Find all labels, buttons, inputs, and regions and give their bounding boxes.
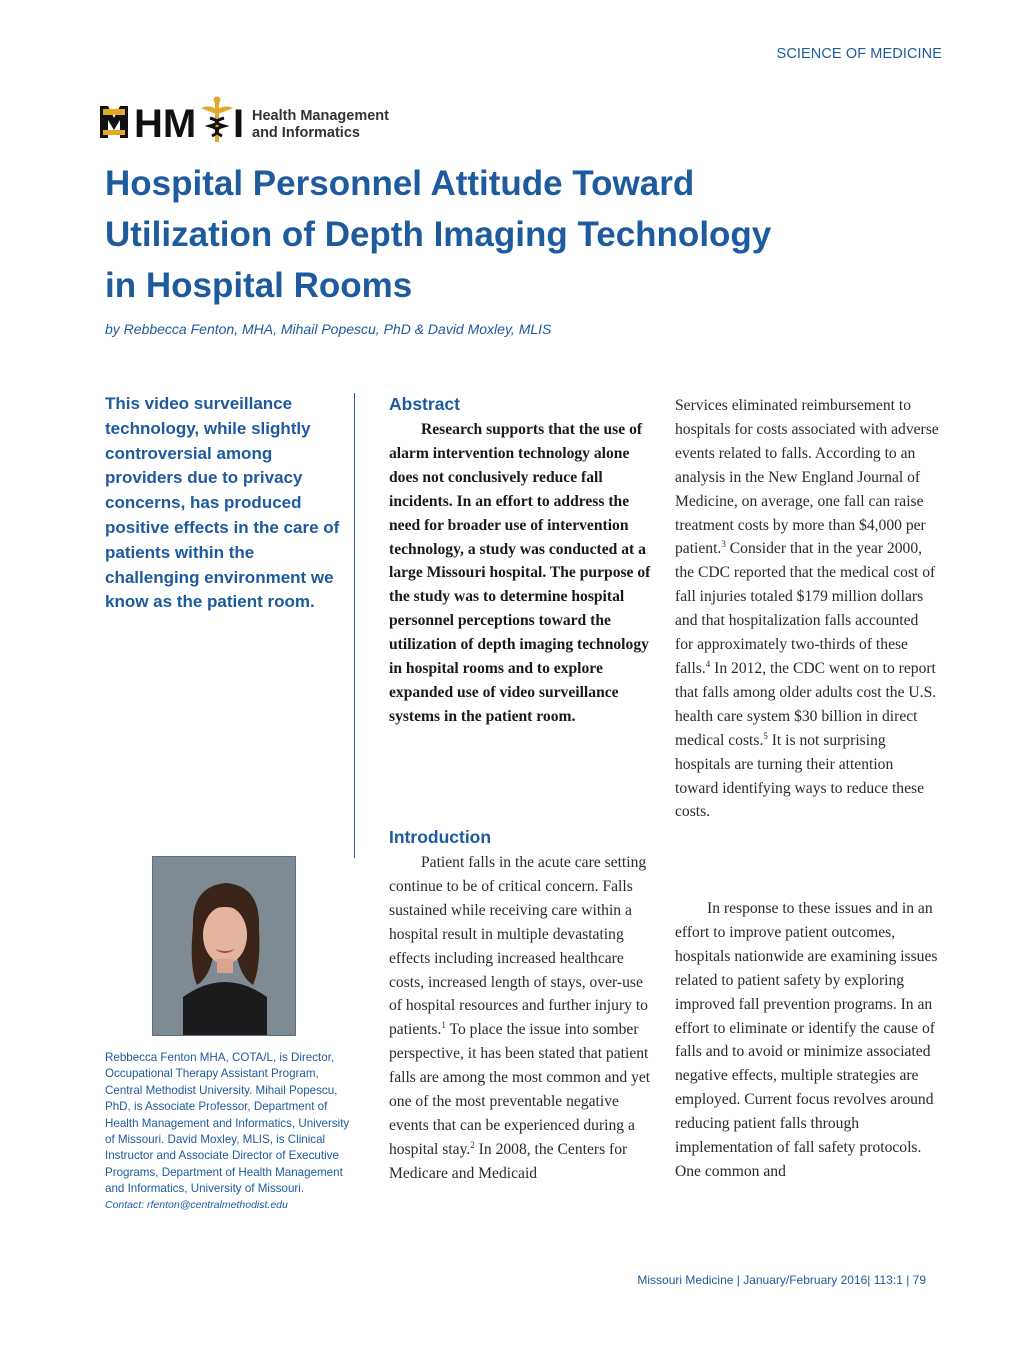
i-letter: I <box>233 102 245 144</box>
mu-tiger-icon <box>100 106 128 138</box>
reference-5: 5 <box>763 730 768 741</box>
body-paragraph-2: In response to these issues and in an effort to improve patient outcomes, hospitals nationwide are examining issues related to patient safety by exploring improved fall prevention programs. In an effort to eliminate or identify the cause of falls and to avoid or minimize associated negative effects, multiple strategies are employed. Current focus revolves around reducing patient falls through implementation of fall safety protocols. One common and <box>675 900 938 1180</box>
pullquote: This video surveillance technology, while slightly controversial among providers due to privacy concerns, has produced positive effects in the care of patients within the challenging environment we know as the patient room. <box>105 394 340 612</box>
abstract-heading: Abstract <box>389 394 460 414</box>
portrait-illustration <box>153 857 296 1036</box>
author-bio <box>105 1050 355 1212</box>
reference-3: 3 <box>721 539 726 550</box>
reference-2: 2 <box>470 1139 475 1150</box>
hm-letters: HM <box>134 102 197 144</box>
reference-1: 1 <box>441 1020 446 1031</box>
introduction-paragraph: Patient falls in the acute care setting continue to be of critical concern. Falls sustained while receiving care within a hospital result in multiple devastating effects including increased healthcare costs, increased length of stays, over-use of hospital resources and further injury to patients.$^1$ To place the issue into somber perspective, it has been stated that patient falls are among the most common and yet one of the most preventable negative events that can be experienced during a hospital stay.$^2$ In 2008, the Centers for Medicare and Medicaid <box>389 854 651 1182</box>
reference-4: 4 <box>705 658 711 669</box>
introduction-heading: Introduction <box>389 827 492 847</box>
title-line-1: Hospital Personnel Attitude Toward <box>105 164 695 203</box>
title-line-3: in Hospital Rooms <box>105 266 413 305</box>
byline: by Rebbecca Fenton, MHA, Mihail Popescu, PhD & David Moxley, MLIS <box>105 321 552 337</box>
article-title <box>105 158 865 311</box>
author-portrait <box>152 856 296 1036</box>
column-divider <box>354 393 355 858</box>
title-line-2: Utilization of Depth Imaging Technology <box>105 215 772 254</box>
page-footer: Missouri Medicine | January/February 2016| 113:1 | 79 <box>637 1273 926 1287</box>
department-line-2: and Informatics <box>252 125 360 141</box>
bio-text: Rebbecca Fenton MHA, COTA/L, is Director, Occupational Therapy Assistant Program, Central Methodist University. Mihail Popescu, PhD, is Associate Professor, Department of Health Management and Informatics, University of Missouri. David Moxley, MLIS, is Clinical Instructor and Associate Director of Executive Programs, Department of Health Management and Informatics, University of Missouri. <box>105 1051 350 1196</box>
contact-email: Contact: rfenton@centralmethodist.edu <box>105 1198 288 1211</box>
department-name <box>252 108 389 142</box>
department-line-1: Health Management <box>252 108 389 124</box>
caduceus-icon <box>201 97 233 143</box>
abstract-text: Research supports that the use of alarm intervention technology alone does not conclusively reduce fall incidents. In an effort to address the need for broader use of intervention technology, a study was conducted at a large Missouri hospital. The purpose of the study was to determine hospital personnel perceptions toward the utilization of depth imaging technology in hospital rooms and to explore expanded use of video surveillance systems in the patient room. <box>389 421 651 725</box>
body-paragraph-1: Services eliminated reimbursement to hospitals for costs associated with adverse events related to falls. According to an analysis in the New England Journal of Medicine, on average, one fall can raise treatment costs by more than $4,000 per patient.$^3$ Consider that in the year 2000, the CDC reported that the medical cost of fall injuries totaled $179 million dollars and that hospitalization falls accounted for approximately two-thirds of these falls.$^4$ In 2012, the CDC went on to report that falls among older adults cost the U.S. health care system $30 billion in direct medical costs.$^5$ It is not surprising hospitals are turning their attention toward identifying ways to reduce these costs. <box>675 397 939 821</box>
section-label: SCIENCE OF MEDICINE <box>776 46 942 62</box>
